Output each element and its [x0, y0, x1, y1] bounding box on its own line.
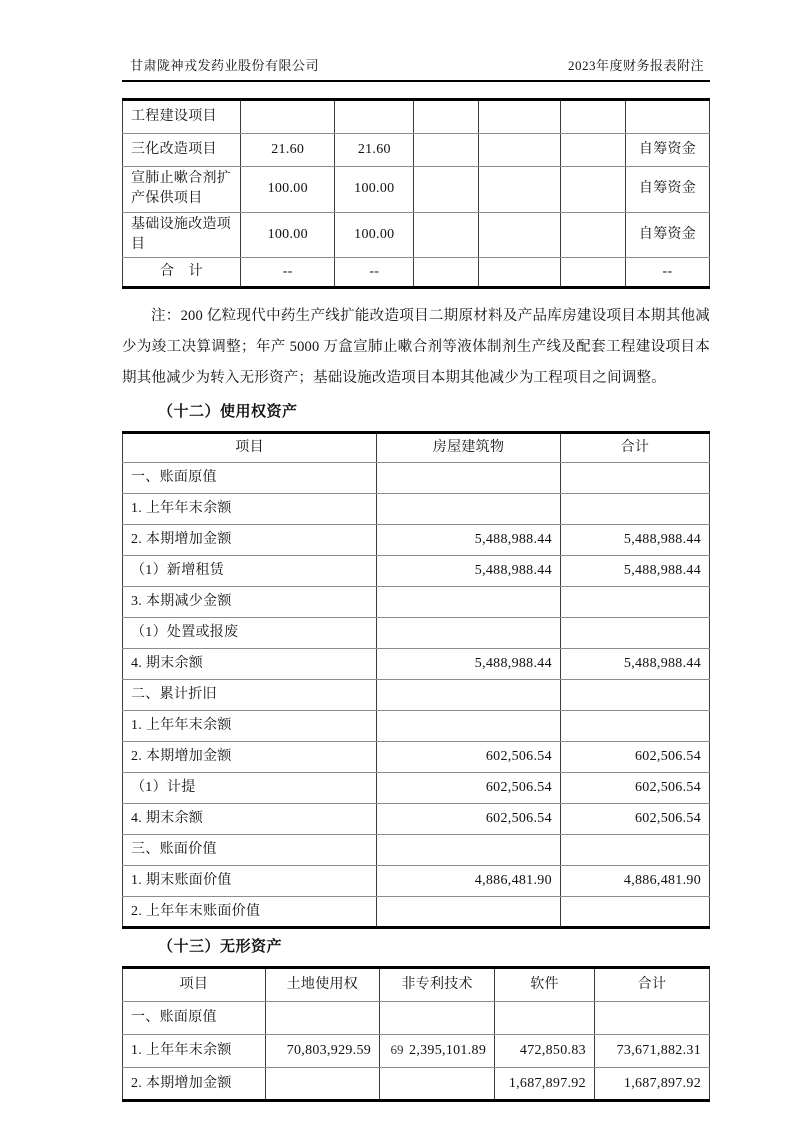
table-row [123, 556, 710, 587]
table-row [123, 587, 710, 618]
table-cell [479, 134, 561, 167]
table-cell: 2,395,101.89 [380, 1035, 495, 1068]
table-cell: 2. 本期增加金额 [123, 525, 377, 556]
table-cell: 602,506.54 [377, 804, 561, 835]
table-cell: 1. 上年年末余额 [123, 711, 377, 742]
table-row [123, 618, 710, 649]
table-cell [560, 167, 625, 213]
table-cell: 602,506.54 [560, 773, 709, 804]
table-cell [560, 680, 709, 711]
table-row [123, 804, 710, 835]
table-cell: 1. 期末账面价值 [123, 866, 377, 897]
table-cell: 2. 本期增加金额 [123, 1068, 266, 1101]
table-cell [560, 897, 709, 928]
table-cell [560, 463, 709, 494]
table-cell [414, 100, 479, 134]
table-cell: （1）新增租赁 [123, 556, 377, 587]
table-cell: 自筹资金 [626, 134, 710, 167]
table-cell: 1. 上年年末余额 [123, 494, 377, 525]
column-header: 合计 [594, 968, 709, 1002]
table-cell [380, 1002, 495, 1035]
table-cell [560, 258, 625, 288]
table-cell [380, 1068, 495, 1101]
table-cell [414, 134, 479, 167]
table-cell: 5,488,988.44 [377, 556, 561, 587]
column-header: 房屋建筑物 [377, 433, 561, 463]
table-cell: 602,506.54 [377, 742, 561, 773]
table-cell: 3. 本期减少金额 [123, 587, 377, 618]
table-cell: 4,886,481.90 [377, 866, 561, 897]
table-cell [414, 212, 479, 258]
section-heading-right-of-use-assets: （十二）使用权资产 [158, 404, 298, 421]
table-cell [414, 258, 479, 288]
table-row [123, 649, 710, 680]
table-cell [495, 1002, 595, 1035]
table-cell: 4. 期末余额 [123, 804, 377, 835]
table-cell: 4,886,481.90 [560, 866, 709, 897]
table-row [123, 680, 710, 711]
table-cell: 73,671,882.31 [594, 1035, 709, 1068]
right-of-use-assets-table [122, 431, 710, 929]
column-header: 软件 [495, 968, 595, 1002]
table-header-row [123, 433, 710, 463]
table-row [123, 742, 710, 773]
table-cell [335, 100, 414, 134]
table-cell [265, 1068, 379, 1101]
table-cell: -- [335, 258, 414, 288]
table-row [123, 463, 710, 494]
table-cell: 1,687,897.92 [594, 1068, 709, 1101]
table-cell [377, 494, 561, 525]
column-header: 项目 [123, 968, 266, 1002]
table-cell [377, 463, 561, 494]
table-cell: 602,506.54 [560, 742, 709, 773]
table-cell: 100.00 [335, 167, 414, 213]
table-cell [240, 100, 335, 134]
table-cell: 100.00 [335, 212, 414, 258]
table-header-row [123, 968, 710, 1002]
table-cell: 5,488,988.44 [560, 649, 709, 680]
table-cell [479, 258, 561, 288]
table-row [123, 100, 710, 134]
table-cell: 5,488,988.44 [377, 525, 561, 556]
intangible-assets-table [122, 966, 710, 1102]
table-cell: 基础设施改造项目 [123, 212, 241, 258]
table-cell: 二、累计折旧 [123, 680, 377, 711]
table-row [123, 711, 710, 742]
table-row [123, 866, 710, 897]
section-heading-intangible-assets: （十三）无形资产 [158, 939, 283, 956]
table-cell: （1）处置或报废 [123, 618, 377, 649]
table-cell [560, 835, 709, 866]
table-cell: 5,488,988.44 [560, 525, 709, 556]
table-cell: 宣肺止嗽合剂扩产保供项目 [123, 167, 241, 213]
construction-projects-table [122, 98, 710, 289]
table-cell [377, 835, 561, 866]
table-cell: 602,506.54 [560, 804, 709, 835]
table-cell: 2. 本期增加金额 [123, 742, 377, 773]
column-header: 合计 [560, 433, 709, 463]
table-cell: 100.00 [240, 212, 335, 258]
header-doc-title: 2023年度财务报表附注 [567, 58, 704, 73]
page-content [122, 55, 710, 1102]
table-cell [594, 1002, 709, 1035]
table-cell: -- [240, 258, 335, 288]
table-cell [560, 212, 625, 258]
table-row [123, 212, 710, 258]
table-cell: 472,850.83 [495, 1035, 595, 1068]
table-cell: 2. 上年年末账面价值 [123, 897, 377, 928]
column-header: 土地使用权 [265, 968, 379, 1002]
table-cell [414, 167, 479, 213]
page-header [122, 55, 710, 82]
table-cell: 一、账面原值 [123, 463, 377, 494]
table-row [123, 494, 710, 525]
table-row [123, 258, 710, 288]
table-row [123, 525, 710, 556]
table-cell [377, 618, 561, 649]
table-row [123, 1068, 710, 1101]
table-cell: 三化改造项目 [123, 134, 241, 167]
column-header: 非专利技术 [380, 968, 495, 1002]
table-cell [265, 1002, 379, 1035]
table-cell [560, 587, 709, 618]
table-cell [377, 711, 561, 742]
table-cell: 三、账面价值 [123, 835, 377, 866]
page-number: 69 [390, 1042, 404, 1057]
table-cell [377, 680, 561, 711]
table-cell [377, 897, 561, 928]
table-cell: 合 计 [123, 258, 241, 288]
table-cell: 21.60 [240, 134, 335, 167]
table-cell [560, 711, 709, 742]
table-row [123, 897, 710, 928]
table-cell [560, 134, 625, 167]
table-cell: 1,687,897.92 [495, 1068, 595, 1101]
table-cell: 4. 期末余额 [123, 649, 377, 680]
table-cell [479, 100, 561, 134]
table-cell: -- [626, 258, 710, 288]
table-cell: 21.60 [335, 134, 414, 167]
table-cell [560, 100, 625, 134]
table-cell: 100.00 [240, 167, 335, 213]
table-row [123, 134, 710, 167]
table-cell [626, 100, 710, 134]
table-row [123, 773, 710, 804]
column-header: 项目 [123, 433, 377, 463]
table-cell: 70,803,929.59 [265, 1035, 379, 1068]
table-cell [560, 618, 709, 649]
table-cell: 一、账面原值 [123, 1002, 266, 1035]
note-paragraph: 注：200 亿粒现代中药生产线扩能改造项目二期原材料及产品库房建设项目本期其他减少为竣工决算调整；年产 5000 万盒宣肺止嗽合剂等液体制剂生产线及配套工程建设项目本期其他减少为转入无形资产；基础设施改造项目本期其他减少为工程项目之间调整。 [122, 308, 710, 387]
table-cell: 自筹资金 [626, 212, 710, 258]
table-cell: （1）计提 [123, 773, 377, 804]
table-row [123, 1002, 710, 1035]
table-cell [377, 587, 561, 618]
table-cell: 5,488,988.44 [560, 556, 709, 587]
table-cell: 1. 上年年末余额 [123, 1035, 266, 1068]
table-cell: 工程建设项目 [123, 100, 241, 134]
table-cell: 自筹资金 [626, 167, 710, 213]
table-cell: 5,488,988.44 [377, 649, 561, 680]
table-cell [560, 494, 709, 525]
table-row [123, 835, 710, 866]
header-company-name: 甘肃陇神戎发药业股份有限公司 [130, 58, 320, 73]
table-cell [479, 212, 561, 258]
table-row [123, 167, 710, 213]
table-cell: 602,506.54 [377, 773, 561, 804]
table-cell [479, 167, 561, 213]
